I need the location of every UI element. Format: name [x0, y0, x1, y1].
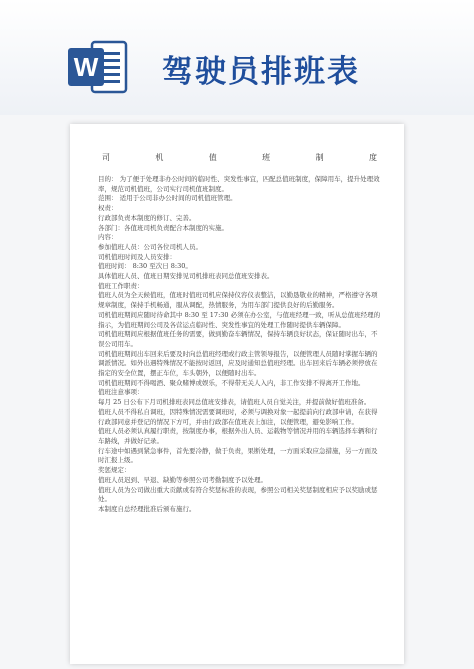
page-title: 驾驶员排班表	[162, 54, 360, 90]
document-paragraph: 目的： 为了便于处理非办公时间的临时性、突发性事宜，匹配总值班制度，保障用车，提升处理效率，规范司机值班，公司实行司机值班制度。	[98, 175, 380, 193]
document-paragraph: 司机值班期间出车回来后要及时向总值班经理或行政主管领导报告，以便管理人员随时掌握车辆的调派情况。如外出遇特殊情况不能按时返回，应及时通知总值班经理。出车回来后车辆必须停放在指定的安全位置，摆正车位，车头朝外，以便随时出车。	[98, 349, 378, 378]
document-body	[98, 175, 382, 515]
heading-char: 机	[155, 153, 165, 162]
document-paragraph: 参加值班人员：公司各位司机人员。	[98, 242, 202, 251]
document-paragraph: 行政部负责本制度的修订、完善。	[98, 213, 196, 222]
document-paragraph: 值班工作职责：	[98, 281, 144, 290]
heading-char: 度	[368, 153, 378, 162]
document-paragraph: 司机值班期间不得喝酒、聚众赌博或娱乐，不得带无关人入内，非工作安排不得离开工作地。	[98, 378, 365, 387]
heading-char: 制	[315, 153, 325, 162]
word-logo-letter: W	[73, 52, 99, 82]
header-banner	[0, 0, 474, 115]
document-paragraph: 值班人员迟到、早退、缺勤等参照公司考勤制度予以处理。	[98, 475, 267, 484]
word-logo-icon	[66, 36, 128, 98]
document-paragraph: 奖惩规定：	[98, 466, 131, 475]
document-paragraph: 司机值班期间应根据值班任务的需要，做到勤奋车辆情况，保持车辆良好状态，保证随时出车，不误公司用车。	[98, 330, 378, 348]
document-paragraph: 行车途中如遇到紧急事件，首先要冷静，做于负责，果断处理，一方面采取应急措施，另一方面及时汇报上级。	[98, 446, 378, 465]
document-paragraph: 具体值班人员、值班日期安排见司机排班表同总值班安排表。	[98, 272, 274, 281]
heading-char: 值	[208, 153, 218, 162]
document-paragraph: 值班人员不得私自调班，因特殊情况需要调班时，必须与调换对象一起提前向行政部申请，在获得行政部同意并登记的情况下方可，并由行政部在值班表上加注，以便管理，避免影响工作。	[98, 407, 378, 426]
document-paragraph: 范围： 适用于公司非办公时间的司机值班管理。	[98, 194, 237, 203]
document-paragraph: 值班注意事项：	[98, 388, 144, 397]
document-paragraph: 权责：	[98, 204, 118, 213]
document-paragraph: 值班人员必须认真履行职责，按制度办事，根据外出人员、运载物等情况并用的车辆选择车辆和行车路线，并做好记录。	[98, 427, 378, 445]
document-page	[70, 124, 404, 664]
heading-char: 司	[102, 153, 111, 162]
document-paragraph: 司机值班时间及人员安排：	[98, 252, 176, 261]
document-paragraph: 各部门：各值班司机负责配合本制度的实施。	[98, 223, 228, 232]
document-paragraph: 值班时间： 8:30 至次日 8:30。	[98, 262, 192, 271]
document-paragraph: 值班人员为公司做出重大贡献或有符合奖惩标准的表现，参照公司相关奖惩制度相应予以奖励或惩处。	[98, 485, 378, 504]
document-paragraph: 司机值班期间应随时待命其中 8:30 至 17:30 必须在办公室，与值班经理一致，听从总值班经理的指示，为值班期间公司及各营运点临时性、突发性事宜的处理工作随时提供车辆保障。	[98, 310, 381, 329]
document-paragraph: 内容：	[98, 233, 118, 242]
heading-char: 班	[262, 153, 272, 162]
document-paragraph: 每月 25 日公布下月司机排班表同总值班安排表，请值班人员自觉关注，并提前做好值班准备。	[98, 398, 371, 407]
document-paragraph: 值班人员为全天候值班，值班时值班司机应保持仪容仪表整洁，以勤恳敬业的精神，严格遵守各项规章制度，保持手机畅通，服从调配，热情服务，为用车部门提供良好的后勤服务。	[98, 291, 378, 310]
document-heading	[102, 152, 378, 163]
document-paragraph: 本制度自总经理批准后颁布施行。	[98, 504, 196, 513]
